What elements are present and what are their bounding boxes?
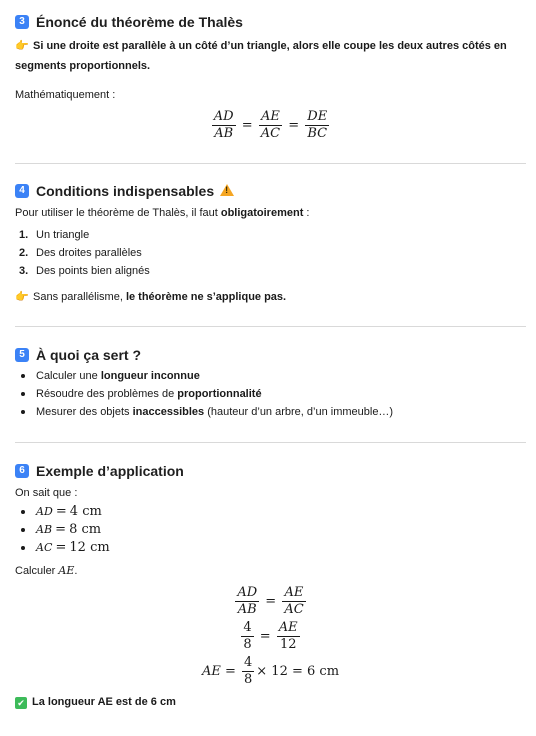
conditions-list — [15, 226, 526, 280]
calc-instruction: Calculer AE. — [15, 564, 78, 577]
equation-ratio: $\frac{AD}{AB}$ = $\frac{AE}{AC}$ — [237, 585, 304, 617]
theorem-statement — [15, 36, 526, 76]
known-label: On sait que : — [15, 487, 78, 499]
list-item: 3. Des points bien alignés — [19, 265, 150, 277]
divider — [15, 442, 526, 443]
list-item: 2. Des droites parallèles — [19, 247, 142, 259]
conditions-intro: Pour utiliser le théorème de Thalès, il faut obligatoirement : — [15, 207, 310, 219]
section-heading — [15, 347, 526, 363]
section-heading — [15, 14, 526, 30]
warning-icon — [220, 184, 234, 196]
section-heading — [15, 183, 526, 199]
number-badge: 3 — [15, 15, 29, 29]
list-item: AD = 4 cm — [15, 503, 526, 521]
divider — [15, 163, 526, 164]
equation-values: $\frac{4}{8}$ = $\frac{AE}{12}$ — [243, 620, 298, 652]
number-badge: 4 — [15, 184, 29, 198]
result-line: ✔ La longueur AE est de 6 cm — [15, 692, 526, 712]
section-heading — [15, 463, 526, 479]
check-icon: ✔ — [15, 697, 27, 709]
parallel-note: 👉 Sans parallélisme, le théorème ne s’applique pas. — [15, 287, 526, 307]
equation-result: AE = $\frac{4}{8}$ × 12 = 6 cm — [201, 655, 340, 687]
section-conditions — [15, 183, 526, 307]
thales-formula: $\frac{AD}{AB}$ = $\frac{AE}{AC}$ = $\frac{DE}{BC}$ — [213, 109, 328, 141]
section-title: À quoi ça sert ? — [36, 347, 142, 363]
list-item: Résoudre des problèmes de proportionnalité — [15, 385, 526, 403]
section-title: Énoncé du théorème de Thalès — [36, 14, 243, 30]
section-title: Exemple d’application — [36, 463, 184, 479]
statement-text: Si une droite est parallèle à un côté d’un triangle, alors elle coupe les deux autres côtés en segments proportionnels. — [15, 40, 507, 72]
list-item: AC = 12 cm — [15, 539, 526, 557]
section-example — [15, 463, 526, 712]
list-item: Mesurer des objets inaccessibles (hauteur d’un arbre, d’un immeuble…) — [15, 403, 526, 421]
given-values-list — [15, 503, 526, 557]
usage-list — [15, 367, 526, 421]
pointing-hand-icon: 👉 — [15, 291, 29, 303]
list-item: AB = 8 cm — [15, 521, 526, 539]
pointing-hand-icon: 👉 — [15, 40, 29, 52]
number-badge: 5 — [15, 348, 29, 362]
section-usage — [15, 347, 526, 421]
list-item: 1. Un triangle — [19, 229, 90, 241]
section-title: Conditions indispensables — [36, 183, 215, 199]
divider — [15, 326, 526, 327]
math-label: Mathématiquement : — [15, 89, 116, 101]
section-enonce — [15, 14, 526, 142]
list-item: Calculer une longueur inconnue — [15, 367, 526, 385]
number-badge: 6 — [15, 464, 29, 478]
